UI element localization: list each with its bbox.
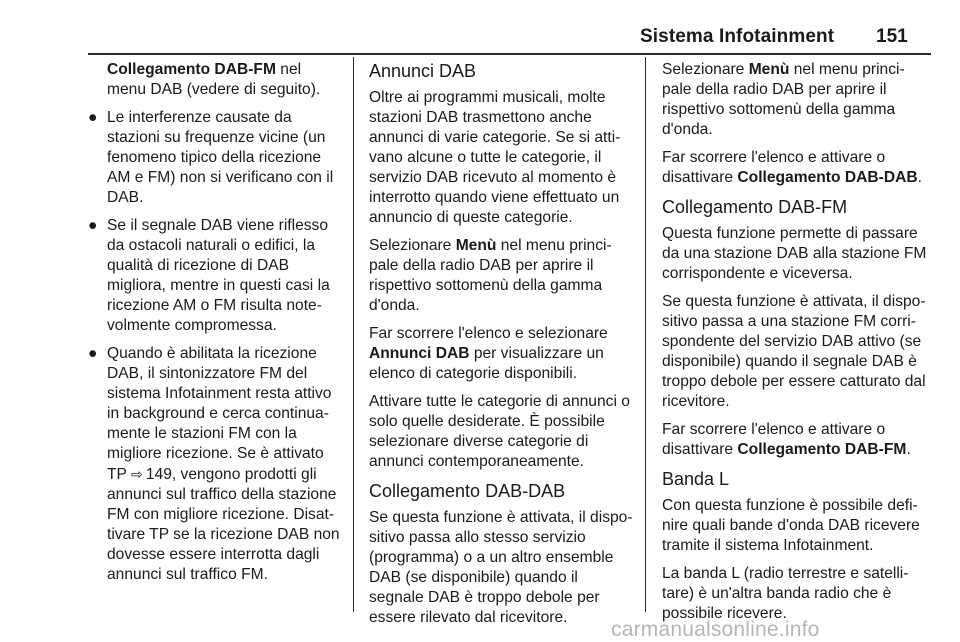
menu-term: Collegamento DAB-FM (737, 441, 907, 458)
list-item (87, 216, 344, 336)
section-title: Sistema Infotainment (640, 26, 835, 47)
heading-collegamento-dab-fm: Collegamento DAB-FM (662, 197, 848, 217)
intro-text: nel menu DAB (vedere di seguito). (107, 61, 321, 98)
column-1 (87, 60, 344, 593)
paragraph: Selezionare Menù nel menu princi-pale della radio DAB per aprire il rispettivo sottomenù della gamma d'onda. (662, 61, 905, 138)
menu-term: Collegamento DAB-DAB (737, 169, 918, 186)
intro-paragraph (87, 60, 344, 100)
list-item (87, 344, 344, 585)
paragraph: Oltre ai programmi musicali, molte stazioni DAB trasmettono anche annunci di varie categorie. Se si atti-vano alcune o tutte le categorie, il servizio DAB ricevuto al momento è interrotto quando viene effettuato un annuncio di queste categorie. (369, 89, 621, 226)
menu-term: Menù (748, 61, 790, 78)
watermark: carmanualsonline.info (611, 618, 820, 641)
paragraph: Selezionare Menù nel menu princi-pale della radio DAB per aprire il rispettivo sottomenù della gamma d'onda. (369, 237, 612, 314)
page-number: 151 (876, 26, 908, 47)
column-2 (369, 60, 635, 636)
page-ref-arrow-icon: ⇨ (130, 466, 143, 482)
list-item-text: Quando è abilitata la ricezione DAB, il sintonizzatore FM del sistema Infotainment resta attivo in background e cerca continua-mente le stazioni FM con la migliore ricezione. Se è attivato TP (107, 345, 332, 483)
paragraph: Questa funzione permette di passare da una stazione DAB alla stazione FM corrispondente e viceversa. (662, 225, 927, 282)
heading-annunci-dab: Annunci DAB (369, 61, 477, 81)
paragraph: Se questa funzione è attivata, il dispo-sitivo passa a una stazione FM corri-spondente del servizio DAB attivo (se disponibile) quando il segnale DAB è troppo debole per essere catturato dal ricevitore. (662, 293, 926, 410)
paragraph: Far scorrere l'elenco e selezionare Annunci DAB per visualizzare un elenco di categorie disponibili. (369, 325, 608, 382)
paragraph: Far scorrere l'elenco e attivare o disattivare Collegamento DAB-FM. (662, 421, 911, 458)
intro-bold: Collegamento DAB-FM (107, 61, 276, 78)
column-divider-2 (645, 57, 646, 612)
paragraph: La banda L (radio terrestre e satelli-tare) è un'altra banda radio che è possibile ricevere. (662, 565, 909, 622)
heading-collegamento-dab-dab: Collegamento DAB-DAB (369, 481, 566, 501)
paragraph: Far scorrere l'elenco e attivare o disattivare Collegamento DAB-DAB. (662, 149, 922, 186)
column-3 (662, 60, 928, 632)
list-item-text: Se il segnale DAB viene riflesso da ostacoli naturali o edifici, la qualità di ricezione di DAB migliora, mentre in questi casi la ricezione AM o FM risulta note-volmente compromessa. (107, 217, 330, 334)
bullet-icon: ● (88, 345, 98, 362)
list-item-text: , vengono prodotti gli annunci sul traffico della stazione FM con migliore ricezione. Disat-tivare TP se la ricezione DAB non dovesse essere interrotta dagli annunci sul traffico FM. (107, 466, 340, 583)
paragraph: Con questa funzione è possibile defi-nire quali bande d'onda DAB ricevere tramite il sistema Infotainment. (662, 497, 920, 554)
paragraph: Se questa funzione è attivata, il dispo-sitivo passa allo stesso servizio (programma) o a un altro ensemble DAB (se disponibile) quando il segnale DAB è troppo debole per essere rilevato dal ricevitore. (369, 509, 633, 626)
list-item (87, 108, 344, 208)
menu-term: Annunci DAB (369, 345, 470, 362)
paragraph: Attivare tutte le categorie di annunci o solo quelle desiderate. È possibile selezionare diverse categorie di annunci contemporaneamente. (369, 393, 630, 470)
bullet-icon: ● (88, 217, 98, 234)
page-ref-number: 149 (145, 466, 172, 483)
list-item-text: Le interferenze causate da stazioni su frequenze vicine (un fenomeno tipico della ricezione AM e FM) non si verificano con il DAB. (107, 109, 334, 206)
heading-banda-l: Banda L (662, 469, 730, 489)
menu-term: Menù (455, 237, 497, 254)
column-divider-1 (353, 57, 354, 612)
bullet-icon: ● (88, 109, 98, 126)
header-rule (88, 53, 931, 55)
